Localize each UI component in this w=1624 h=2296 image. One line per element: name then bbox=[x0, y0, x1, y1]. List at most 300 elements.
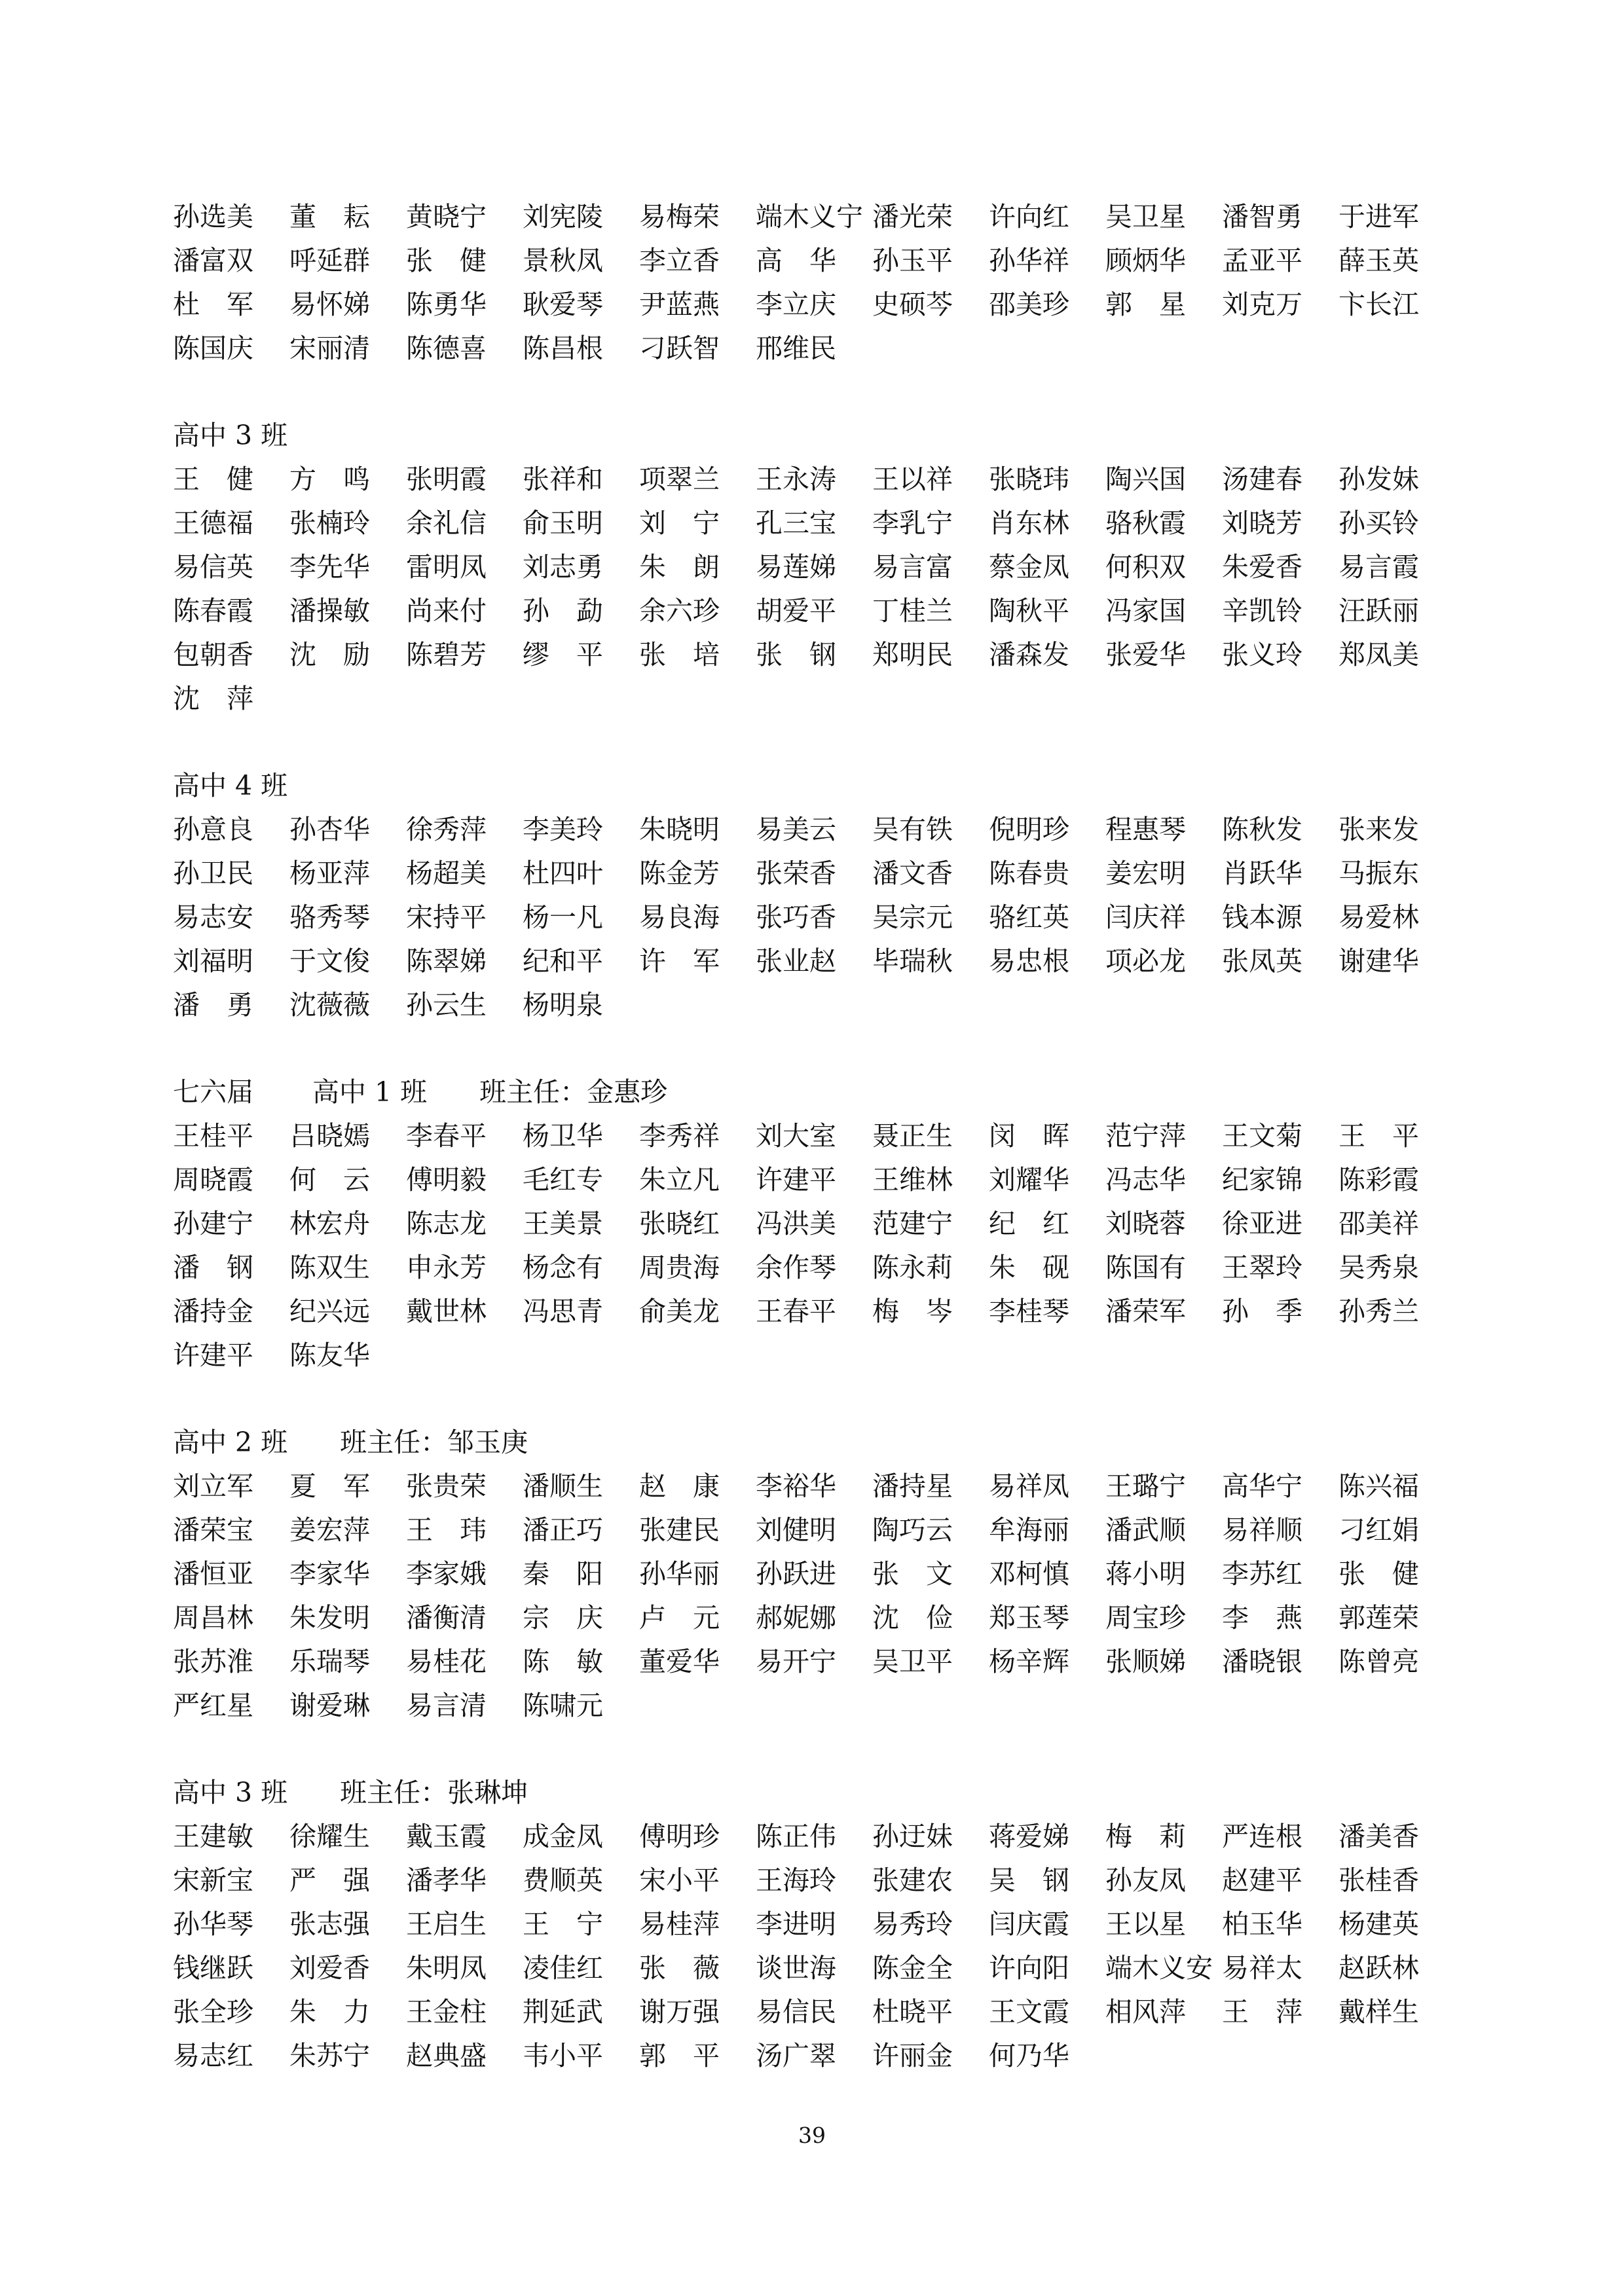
teacher-name: 邹玉庚 bbox=[447, 1427, 528, 1458]
student-name: 孙建宁 bbox=[173, 1208, 253, 1239]
student-name: 张业赵 bbox=[756, 945, 836, 977]
student-name: 纪 红 bbox=[989, 1208, 1069, 1239]
student-name: 吴宗元 bbox=[872, 902, 953, 933]
student-name: 刁跃智 bbox=[639, 333, 720, 364]
student-name: 张爱华 bbox=[1105, 639, 1186, 670]
student-name: 肖东林 bbox=[989, 507, 1069, 539]
student-name: 王永涛 bbox=[756, 464, 836, 495]
student-name: 易祥顺 bbox=[1222, 1514, 1302, 1546]
student-name: 余作琴 bbox=[756, 1252, 836, 1283]
student-name: 赵建平 bbox=[1222, 1865, 1302, 1896]
student-name: 吴 钢 bbox=[989, 1865, 1069, 1896]
class-section bbox=[173, 1070, 1483, 1377]
student-name: 朱明凤 bbox=[406, 1952, 487, 1984]
name-row bbox=[173, 239, 1483, 283]
student-name: 易言霞 bbox=[1338, 551, 1419, 583]
student-name: 陈春贵 bbox=[989, 858, 1069, 889]
student-name: 肖跃华 bbox=[1222, 858, 1302, 889]
student-name: 毕瑞秋 bbox=[872, 945, 953, 977]
student-name: 陶巧云 bbox=[872, 1514, 953, 1546]
student-name: 王翠玲 bbox=[1222, 1252, 1302, 1283]
student-name: 余礼信 bbox=[406, 507, 487, 539]
student-name: 刘福明 bbox=[173, 945, 253, 977]
student-name: 易祥凤 bbox=[989, 1470, 1069, 1502]
name-row bbox=[173, 633, 1483, 677]
student-name: 孙迂妹 bbox=[872, 1821, 953, 1852]
student-name: 黄晓宁 bbox=[406, 201, 487, 232]
student-name: 凌佳红 bbox=[523, 1952, 603, 1984]
student-name: 潘孝华 bbox=[406, 1865, 487, 1896]
class-header bbox=[173, 1421, 1483, 1465]
student-name: 王文霞 bbox=[989, 1996, 1069, 2028]
student-name: 张义玲 bbox=[1222, 639, 1302, 670]
student-name: 姜宏明 bbox=[1105, 858, 1186, 889]
student-name: 梅 岑 bbox=[872, 1296, 953, 1327]
student-name: 张建民 bbox=[639, 1514, 720, 1546]
student-name: 王 健 bbox=[173, 464, 253, 495]
student-name: 朱 砚 bbox=[989, 1252, 1069, 1283]
student-name: 李立香 bbox=[639, 245, 720, 276]
student-name: 杨建英 bbox=[1338, 1908, 1419, 1940]
student-name: 王启生 bbox=[406, 1908, 487, 1940]
student-name: 易怀娣 bbox=[289, 289, 370, 320]
name-row bbox=[173, 1990, 1483, 2034]
student-name: 张祥和 bbox=[523, 464, 603, 495]
student-name: 吴有铁 bbox=[872, 814, 953, 845]
student-name: 孙选美 bbox=[173, 201, 253, 232]
student-name: 孔三宝 bbox=[756, 507, 836, 539]
student-name: 刘爱香 bbox=[289, 1952, 370, 1984]
student-name: 于进军 bbox=[1338, 201, 1419, 232]
student-name: 钱继跃 bbox=[173, 1952, 253, 1984]
student-name: 陈春霞 bbox=[173, 595, 253, 627]
student-name: 何 云 bbox=[289, 1164, 370, 1195]
student-name: 孙意良 bbox=[173, 814, 253, 845]
student-name: 陈永莉 bbox=[872, 1252, 953, 1283]
student-name: 张 文 bbox=[872, 1558, 953, 1590]
student-name: 孙卫民 bbox=[173, 858, 253, 889]
teacher-name: 张琳坤 bbox=[447, 1777, 528, 1808]
student-name: 周宝珍 bbox=[1105, 1602, 1186, 1633]
student-name: 陈碧芳 bbox=[406, 639, 487, 670]
class-section bbox=[173, 764, 1483, 1027]
student-name: 许 军 bbox=[639, 945, 720, 977]
student-name: 郝妮娜 bbox=[756, 1602, 836, 1633]
student-name: 郭 平 bbox=[639, 2040, 720, 2071]
class-label: 高中 1 班 bbox=[312, 1076, 428, 1108]
student-name: 邓柯慎 bbox=[989, 1558, 1069, 1590]
student-name: 许丽金 bbox=[872, 2040, 953, 2071]
student-name: 王文菊 bbox=[1222, 1120, 1302, 1152]
cohort-label: 七六届 bbox=[173, 1076, 253, 1108]
page-number: 39 bbox=[798, 2123, 826, 2148]
student-name: 许建平 bbox=[173, 1339, 253, 1371]
student-name: 孙华琴 bbox=[173, 1908, 253, 1940]
student-name: 邢维民 bbox=[756, 333, 836, 364]
student-name: 杜四叶 bbox=[523, 858, 603, 889]
student-name: 杨念有 bbox=[523, 1252, 603, 1283]
student-name: 易莲娣 bbox=[756, 551, 836, 583]
student-name: 潘森发 bbox=[989, 639, 1069, 670]
student-name: 宋持平 bbox=[406, 902, 487, 933]
student-name: 于文俊 bbox=[289, 945, 370, 977]
student-name: 孙华祥 bbox=[989, 245, 1069, 276]
student-name: 夏 军 bbox=[289, 1470, 370, 1502]
student-name: 潘智勇 bbox=[1222, 201, 1302, 232]
student-name: 潘恒亚 bbox=[173, 1558, 253, 1590]
student-name: 孙发妹 bbox=[1338, 464, 1419, 495]
student-name: 聂正生 bbox=[872, 1120, 953, 1152]
student-name: 朱晓明 bbox=[639, 814, 720, 845]
student-name: 蔡金凤 bbox=[989, 551, 1069, 583]
student-name: 李裕华 bbox=[756, 1470, 836, 1502]
student-name: 沈 俭 bbox=[872, 1602, 953, 1633]
student-name: 刘耀华 bbox=[989, 1164, 1069, 1195]
student-name: 刘克万 bbox=[1222, 289, 1302, 320]
student-name: 易忠根 bbox=[989, 945, 1069, 977]
student-name: 刘 宁 bbox=[639, 507, 720, 539]
student-name: 倪明珍 bbox=[989, 814, 1069, 845]
student-name: 王维林 bbox=[872, 1164, 953, 1195]
name-row bbox=[173, 589, 1483, 633]
student-name: 郑玉琴 bbox=[989, 1602, 1069, 1633]
student-name: 孙友凤 bbox=[1105, 1865, 1186, 1896]
student-name: 张荣香 bbox=[756, 858, 836, 889]
student-name: 张贵荣 bbox=[406, 1470, 487, 1502]
student-name: 朱爱香 bbox=[1222, 551, 1302, 583]
name-row bbox=[173, 1202, 1483, 1246]
student-name: 张晓玮 bbox=[989, 464, 1069, 495]
student-name: 纪兴远 bbox=[289, 1296, 370, 1327]
student-name: 董爱华 bbox=[639, 1646, 720, 1677]
student-name: 李家娥 bbox=[406, 1558, 487, 1590]
student-name: 钱本源 bbox=[1222, 902, 1302, 933]
student-name: 王金柱 bbox=[406, 1996, 487, 2028]
student-name: 邵美珍 bbox=[989, 289, 1069, 320]
student-name: 易志安 bbox=[173, 902, 253, 933]
student-name: 周贵海 bbox=[639, 1252, 720, 1283]
student-name: 徐秀萍 bbox=[406, 814, 487, 845]
student-name: 呼延群 bbox=[289, 245, 370, 276]
student-name: 陈秋发 bbox=[1222, 814, 1302, 845]
student-name: 张 健 bbox=[1338, 1558, 1419, 1590]
class-section bbox=[173, 195, 1483, 371]
teacher-prefix: 班主任： bbox=[479, 1076, 587, 1108]
student-name: 胡爱平 bbox=[756, 595, 836, 627]
class-header bbox=[173, 1771, 1483, 1815]
teacher-prefix: 班主任： bbox=[340, 1777, 448, 1808]
name-row bbox=[173, 1290, 1483, 1334]
name-row bbox=[173, 327, 1483, 371]
student-name: 王美景 bbox=[523, 1208, 603, 1239]
student-name: 纪和平 bbox=[523, 945, 603, 977]
student-name: 孙华丽 bbox=[639, 1558, 720, 1590]
student-name: 易开宁 bbox=[756, 1646, 836, 1677]
student-name: 范宁萍 bbox=[1105, 1120, 1186, 1152]
student-name: 郑明民 bbox=[872, 639, 953, 670]
student-name: 赵典盛 bbox=[406, 2040, 487, 2071]
student-name: 严 强 bbox=[289, 1865, 370, 1896]
student-name: 陈兴福 bbox=[1338, 1470, 1419, 1502]
student-name: 周昌林 bbox=[173, 1602, 253, 1633]
student-name: 刘宪陵 bbox=[523, 201, 603, 232]
student-name: 沈 萍 bbox=[173, 683, 253, 714]
student-name: 郭 星 bbox=[1105, 289, 1186, 320]
student-name: 陈翠娣 bbox=[406, 945, 487, 977]
student-name: 吴卫平 bbox=[872, 1646, 953, 1677]
class-label: 高中 2 班 bbox=[173, 1427, 288, 1458]
student-name: 丁桂兰 bbox=[872, 595, 953, 627]
student-name: 刘晓蓉 bbox=[1105, 1208, 1186, 1239]
student-name: 潘荣军 bbox=[1105, 1296, 1186, 1327]
student-name: 潘顺生 bbox=[523, 1470, 603, 1502]
student-name: 王桂平 bbox=[173, 1120, 253, 1152]
student-name: 陈勇华 bbox=[406, 289, 487, 320]
student-name: 易祥太 bbox=[1222, 1952, 1302, 1984]
student-name: 孙杏华 bbox=[289, 814, 370, 845]
student-name: 孙玉平 bbox=[872, 245, 953, 276]
student-name: 王以祥 bbox=[872, 464, 953, 495]
student-name: 顾炳华 bbox=[1105, 245, 1186, 276]
student-name: 郑凤美 bbox=[1338, 639, 1419, 670]
student-name: 张苏淮 bbox=[173, 1646, 253, 1677]
student-name: 易梅荣 bbox=[639, 201, 720, 232]
student-name: 陈国庆 bbox=[173, 333, 253, 364]
student-name: 董 耘 bbox=[289, 201, 370, 232]
student-name: 孙 季 bbox=[1222, 1296, 1302, 1327]
student-name: 潘 钢 bbox=[173, 1252, 253, 1283]
student-name: 潘正巧 bbox=[523, 1514, 603, 1546]
student-name: 何乃华 bbox=[989, 2040, 1069, 2071]
student-name: 张明霞 bbox=[406, 464, 487, 495]
student-name: 杨卫华 bbox=[523, 1120, 603, 1152]
student-name: 朱立凡 bbox=[639, 1164, 720, 1195]
student-name: 陈国有 bbox=[1105, 1252, 1186, 1283]
student-name: 郭莲荣 bbox=[1338, 1602, 1419, 1633]
student-name: 宋小平 bbox=[639, 1865, 720, 1896]
student-name: 易美云 bbox=[756, 814, 836, 845]
student-name: 汪跃丽 bbox=[1338, 595, 1419, 627]
student-name: 陈正伟 bbox=[756, 1821, 836, 1852]
student-name: 闫庆祥 bbox=[1105, 902, 1186, 933]
student-name: 王德福 bbox=[173, 507, 253, 539]
student-name: 秦 阳 bbox=[523, 1558, 603, 1590]
name-row bbox=[173, 195, 1483, 239]
student-name: 张桂香 bbox=[1338, 1865, 1419, 1896]
student-name: 何积双 bbox=[1105, 551, 1186, 583]
student-name: 刘大室 bbox=[756, 1120, 836, 1152]
name-row bbox=[173, 1465, 1483, 1508]
student-name: 朱发明 bbox=[289, 1602, 370, 1633]
student-name: 端木义宁 bbox=[756, 201, 863, 232]
student-name: 卢 元 bbox=[639, 1602, 720, 1633]
student-name: 潘晓银 bbox=[1222, 1646, 1302, 1677]
student-name: 谈世海 bbox=[756, 1952, 836, 1984]
student-name: 李 燕 bbox=[1222, 1602, 1302, 1633]
student-name: 张顺娣 bbox=[1105, 1646, 1186, 1677]
student-name: 沈 励 bbox=[289, 639, 370, 670]
name-row bbox=[173, 939, 1483, 983]
student-name: 易桂萍 bbox=[639, 1908, 720, 1940]
student-name: 柏玉华 bbox=[1222, 1908, 1302, 1940]
student-name: 朱苏宁 bbox=[289, 2040, 370, 2071]
student-name: 卞长江 bbox=[1338, 289, 1419, 320]
student-name: 纪家锦 bbox=[1222, 1164, 1302, 1195]
student-name: 周晓霞 bbox=[173, 1164, 253, 1195]
student-name: 易爱林 bbox=[1338, 902, 1419, 933]
student-name: 相风萍 bbox=[1105, 1996, 1186, 2028]
student-name: 张 薇 bbox=[639, 1952, 720, 1984]
student-name: 陈 敏 bbox=[523, 1646, 603, 1677]
name-row bbox=[173, 1596, 1483, 1640]
student-name: 杜晓平 bbox=[872, 1996, 953, 2028]
student-name: 陈啸元 bbox=[523, 1690, 603, 1721]
student-name: 许向红 bbox=[989, 201, 1069, 232]
student-name: 王璐宁 bbox=[1105, 1470, 1186, 1502]
student-name: 宋新宝 bbox=[173, 1865, 253, 1896]
student-name: 王以星 bbox=[1105, 1908, 1186, 1940]
student-name: 费顺英 bbox=[523, 1865, 603, 1896]
name-row bbox=[173, 1552, 1483, 1596]
student-name: 汤广翠 bbox=[756, 2040, 836, 2071]
class-header bbox=[173, 414, 1483, 458]
student-name: 韦小平 bbox=[523, 2040, 603, 2071]
name-row bbox=[173, 1684, 1483, 1728]
class-label: 高中 3 班 bbox=[173, 1777, 288, 1808]
student-name: 张全珍 bbox=[173, 1996, 253, 2028]
name-row bbox=[173, 852, 1483, 896]
student-name: 吕晓嫣 bbox=[289, 1120, 370, 1152]
student-name: 朱 力 bbox=[289, 1996, 370, 2028]
student-name: 张 培 bbox=[639, 639, 720, 670]
student-name: 潘衡清 bbox=[406, 1602, 487, 1633]
student-name: 潘美香 bbox=[1338, 1821, 1419, 1852]
student-name: 项翠兰 bbox=[639, 464, 720, 495]
student-name: 王 平 bbox=[1338, 1120, 1419, 1152]
student-name: 荆延武 bbox=[523, 1996, 603, 2028]
student-name: 许建平 bbox=[756, 1164, 836, 1195]
student-name: 严连根 bbox=[1222, 1821, 1302, 1852]
name-row bbox=[173, 1158, 1483, 1202]
student-name: 傅明毅 bbox=[406, 1164, 487, 1195]
name-row bbox=[173, 983, 1483, 1027]
student-name: 许向阳 bbox=[989, 1952, 1069, 1984]
student-name: 陈彩霞 bbox=[1338, 1164, 1419, 1195]
class-label: 高中 4 班 bbox=[173, 770, 288, 801]
student-name: 李桂琴 bbox=[989, 1296, 1069, 1327]
class-section bbox=[173, 414, 1483, 721]
class-section bbox=[173, 1771, 1483, 2078]
student-name: 尚来付 bbox=[406, 595, 487, 627]
name-row bbox=[173, 808, 1483, 852]
name-row bbox=[173, 1859, 1483, 1903]
student-name: 杨亚萍 bbox=[289, 858, 370, 889]
student-name: 项必龙 bbox=[1105, 945, 1186, 977]
student-name: 易信英 bbox=[173, 551, 253, 583]
student-name: 辛凯铃 bbox=[1222, 595, 1302, 627]
student-name: 陈金芳 bbox=[639, 858, 720, 889]
student-name: 杨一凡 bbox=[523, 902, 603, 933]
name-row bbox=[173, 501, 1483, 545]
student-name: 陈双生 bbox=[289, 1252, 370, 1283]
name-row bbox=[173, 1508, 1483, 1552]
student-name: 陈昌根 bbox=[523, 333, 603, 364]
student-name: 戴样生 bbox=[1338, 1996, 1419, 2028]
student-name: 张凤英 bbox=[1222, 945, 1302, 977]
student-name: 易桂花 bbox=[406, 1646, 487, 1677]
name-row bbox=[173, 896, 1483, 939]
student-name: 闵 晖 bbox=[989, 1120, 1069, 1152]
student-name: 雷明凤 bbox=[406, 551, 487, 583]
class-header bbox=[173, 1070, 1483, 1114]
student-name: 李苏红 bbox=[1222, 1558, 1302, 1590]
student-name: 戴世林 bbox=[406, 1296, 487, 1327]
name-row bbox=[173, 2034, 1483, 2078]
student-name: 牟海丽 bbox=[989, 1514, 1069, 1546]
student-name: 易言清 bbox=[406, 1690, 487, 1721]
student-name: 刘立军 bbox=[173, 1470, 253, 1502]
name-row bbox=[173, 1246, 1483, 1290]
student-name: 王海玲 bbox=[756, 1865, 836, 1896]
student-name: 耿爱琴 bbox=[523, 289, 603, 320]
student-name: 俞玉明 bbox=[523, 507, 603, 539]
student-name: 马振东 bbox=[1338, 858, 1419, 889]
class-section bbox=[173, 1421, 1483, 1728]
student-name: 陶秋平 bbox=[989, 595, 1069, 627]
student-name: 骆秀琴 bbox=[289, 902, 370, 933]
student-name: 李美玲 bbox=[523, 814, 603, 845]
student-name: 陈金全 bbox=[872, 1952, 953, 1984]
student-name: 冯思青 bbox=[523, 1296, 603, 1327]
student-name: 乐瑞琴 bbox=[289, 1646, 370, 1677]
student-name: 谢万强 bbox=[639, 1996, 720, 2028]
student-name: 孙秀兰 bbox=[1338, 1296, 1419, 1327]
student-name: 宋丽清 bbox=[289, 333, 370, 364]
student-name: 徐耀生 bbox=[289, 1821, 370, 1852]
student-name: 宗 庆 bbox=[523, 1602, 603, 1633]
name-row bbox=[173, 677, 1483, 721]
student-name: 严红星 bbox=[173, 1690, 253, 1721]
student-name: 李家华 bbox=[289, 1558, 370, 1590]
student-name: 骆红英 bbox=[989, 902, 1069, 933]
student-name: 张 钢 bbox=[756, 639, 836, 670]
student-name: 冯家国 bbox=[1105, 595, 1186, 627]
student-name: 张志强 bbox=[289, 1908, 370, 1940]
student-name: 李乳宁 bbox=[872, 507, 953, 539]
student-name: 陈友华 bbox=[289, 1339, 370, 1371]
name-row bbox=[173, 1334, 1483, 1377]
name-row bbox=[173, 1114, 1483, 1158]
student-name: 刘晓芳 bbox=[1222, 507, 1302, 539]
student-name: 易良海 bbox=[639, 902, 720, 933]
student-name: 潘荣宝 bbox=[173, 1514, 253, 1546]
student-name: 王 宁 bbox=[523, 1908, 603, 1940]
student-name: 孟亚平 bbox=[1222, 245, 1302, 276]
student-name: 方 鸣 bbox=[289, 464, 370, 495]
student-name: 高 华 bbox=[756, 245, 836, 276]
student-name: 申永芳 bbox=[406, 1252, 487, 1283]
student-name: 沈薇薇 bbox=[289, 989, 370, 1021]
student-name: 孙跃进 bbox=[756, 1558, 836, 1590]
student-name: 陈志龙 bbox=[406, 1208, 487, 1239]
student-name: 潘 勇 bbox=[173, 989, 253, 1021]
student-name: 朱 朗 bbox=[639, 551, 720, 583]
student-name: 蒋爱娣 bbox=[989, 1821, 1069, 1852]
student-name: 高华宁 bbox=[1222, 1470, 1302, 1502]
student-name: 汤建春 bbox=[1222, 464, 1302, 495]
student-name: 范建宁 bbox=[872, 1208, 953, 1239]
student-name: 余六珍 bbox=[639, 595, 720, 627]
